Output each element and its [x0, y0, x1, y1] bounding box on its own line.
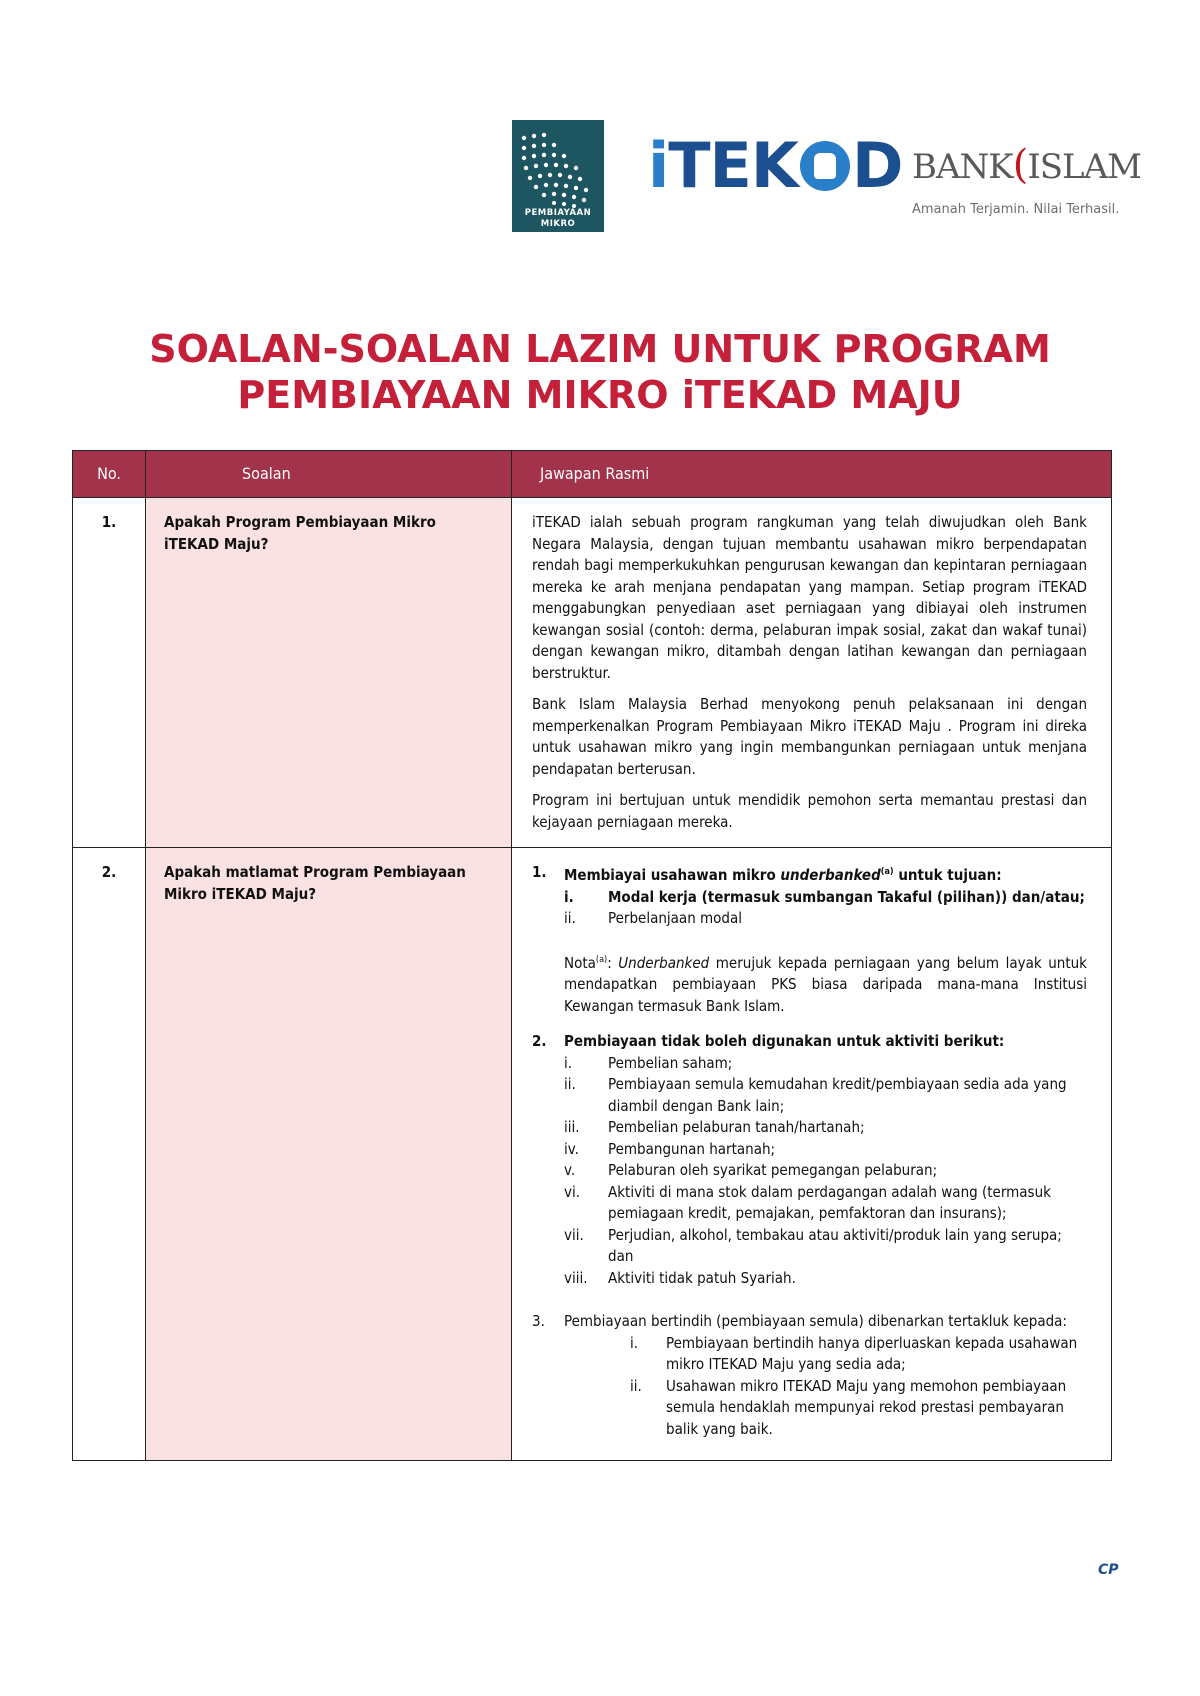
sub-list	[532, 1333, 1087, 1441]
list-text: Pembiayaan tidak boleh digunakan untuk aktiviti berikut:	[564, 1032, 1005, 1050]
list-text: Pembangunan hartanah;	[608, 1139, 776, 1158]
list-number: ii.	[630, 1376, 642, 1395]
pembiayaan-mikro-logo	[512, 120, 604, 232]
note-text: merujuk kepada perniagaan yang belum layak untuk mendapatkan pembiayaan PKS biasa daripada mana-mana Institusi Kewangan termasuk Bank Islam.	[564, 953, 1087, 1015]
itekad-logo-d: D	[851, 129, 903, 202]
point1-text-end: untuk tujuan:	[893, 866, 1002, 884]
page-title	[60, 326, 1140, 418]
footnote	[564, 950, 1087, 1018]
bank-islam-logo-bank: BANK	[912, 147, 1013, 187]
fist-icon	[800, 141, 850, 191]
list-text: Pembelian saham;	[608, 1053, 733, 1072]
bank-islam-tagline: Amanah Terjamin. Nilai Terhasil.	[912, 202, 1120, 217]
list-text: Usahawan mikro ITEKAD Maju yang memohon pembiayaan semula hendaklah mempunyai rekod prestasi pembayaran balik yang baik.	[666, 1376, 1067, 1438]
mikro-label: MIKRO	[540, 219, 576, 229]
note-sup: (a)	[595, 954, 608, 965]
itekad-logo	[648, 130, 902, 202]
row-number: 2.	[73, 848, 146, 1461]
list-number: viii.	[564, 1268, 588, 1287]
table-row	[73, 498, 1112, 848]
list-item	[564, 1074, 1087, 1117]
list-text: Pelaburan oleh syarikat pemegangan pelaburan;	[608, 1161, 938, 1179]
list-number: ii.	[564, 909, 576, 927]
row-answer	[512, 848, 1112, 1461]
list-number: i.	[564, 887, 574, 906]
list-text: Perbelanjaan modal	[608, 909, 743, 927]
row-question: Apakah matlamat Program Pembiayaan Mikro iTEKAD Maju?	[146, 848, 512, 1461]
header-answer: Jawapan Rasmi	[512, 451, 1112, 498]
list-item	[630, 1333, 1087, 1376]
page-title-line1: SOALAN-SOALAN LAZIM UNTUK PROGRAM	[149, 327, 1051, 371]
page-title-line2: PEMBIAYAAN MIKRO iTEKAD MAJU	[237, 373, 963, 417]
sub-list	[532, 1053, 1087, 1290]
list-item	[630, 1376, 1087, 1441]
list-item	[532, 1311, 1087, 1333]
list-item	[532, 862, 1087, 887]
table-header-row	[73, 451, 1112, 498]
list-number: 2.	[532, 1032, 547, 1050]
list-number: vi.	[564, 1182, 581, 1201]
point1-sup: (a)	[880, 867, 894, 877]
faq-table	[72, 450, 1112, 1461]
header-question: Soalan	[146, 451, 512, 498]
table-row	[73, 848, 1112, 1461]
itekad-logo-i: i	[648, 129, 669, 202]
row-question: Apakah Program Pembiayaan Mikro iTEKAD Maju?	[146, 498, 512, 848]
list-number: ii.	[564, 1075, 576, 1093]
footer-mark: CP	[1098, 1562, 1119, 1578]
list-number: i.	[564, 1053, 573, 1072]
bank-islam-logo-islam: ISLAM	[1027, 147, 1141, 187]
point1-emphasis: underbanked	[780, 866, 881, 884]
list-number: iii.	[564, 1118, 580, 1136]
header-no: No.	[73, 451, 146, 498]
list-text	[564, 862, 1002, 887]
itekad-logo-tek: TEK	[668, 129, 798, 202]
sub-list	[532, 887, 1087, 930]
list-item	[564, 1268, 1087, 1290]
list-item	[532, 1031, 1087, 1053]
list-item	[564, 1160, 1087, 1182]
note-label: Nota	[564, 953, 596, 972]
answer-paragraph: Program ini bertujuan untuk mendidik pemohon serta memantau prestasi dan kejayaan perniagaan mereka.	[532, 791, 1087, 831]
list-number: vii.	[564, 1225, 584, 1244]
answer-paragraph: Bank Islam Malaysia Berhad menyokong penuh pelaksanaan ini dengan memperkenalkan Program Pembiayaan Mikro iTEKAD Maju . Program ini direka untuk usahawan mikro yang ingin membangunkan perniagaan untuk menjana pendapatan berterusan.	[532, 695, 1087, 778]
list-number: 1.	[532, 863, 547, 881]
list-item	[564, 1225, 1087, 1268]
row-number: 1.	[73, 498, 146, 848]
list-number: iv.	[564, 1139, 579, 1158]
list-text: Aktiviti tidak patuh Syariah.	[608, 1268, 796, 1287]
list-text: Pembiayaan bertindih hanya diperluaskan kepada usahawan mikro ITEKAD Maju yang sedia ada;	[666, 1333, 1078, 1373]
list-item	[564, 1053, 1087, 1075]
crescent-icon: (	[1012, 142, 1028, 188]
list-item	[564, 1117, 1087, 1139]
list-number: i.	[630, 1333, 639, 1352]
list-text: Pembiayaan semula kemudahan kredit/pembiayaan sedia ada yang diambil dengan Bank lain;	[608, 1075, 1067, 1115]
list-text: Modal kerja (termasuk sumbangan Takaful (pilihan)) dan/atau;	[608, 887, 1085, 906]
list-item	[564, 1139, 1087, 1161]
list-text: Aktiviti di mana stok dalam perdagangan adalah wang (termasuk pemiagaan kredit, pemajakan, pemfaktoran dan insurans);	[608, 1182, 1051, 1222]
answer-paragraph: iTEKAD ialah sebuah program rangkuman yang telah diwujudkan oleh Bank Negara Malaysia, dengan tujuan membantu usahawan mikro berpendapatan rendah bagi memperkukuhkan pengurusan kewangan dan kepintaran perniagaan mereka ke arah menjana pendapatan yang mampan. Setiap program iTEKAD menggabungkan penyediaan aset perniagaan yang dibiayai oleh instrumen kewangan sosial (contoh: derma, pelaburan impak sosial, zakat dan wakaf tunai) dengan kewangan mikro, ditambah dengan latihan kewangan dan perniagaan berstruktur.	[532, 513, 1087, 682]
point1-text: Membiayai usahawan mikro	[564, 866, 781, 884]
pembiayaan-label: PEMBIAYAAN	[524, 208, 592, 218]
list-text: Pembiayaan bertindih (pembiayaan semula) dibenarkan tertakluk kepada:	[564, 1312, 1067, 1330]
list-item	[564, 908, 1087, 930]
row-answer	[512, 498, 1112, 848]
list-item	[564, 887, 1087, 909]
list-number: 3.	[532, 1312, 545, 1330]
list-text: Pembelian pelaburan tanah/hartanah;	[608, 1118, 865, 1136]
list-item	[564, 1182, 1087, 1225]
list-number: v.	[564, 1161, 576, 1179]
note-emphasis: Underbanked	[618, 953, 710, 972]
list-text: Perjudian, alkohol, tembakau atau aktiviti/produk lain yang serupa; dan	[608, 1225, 1062, 1265]
bank-islam-logo	[912, 142, 1141, 188]
note-colon: :	[607, 953, 619, 972]
